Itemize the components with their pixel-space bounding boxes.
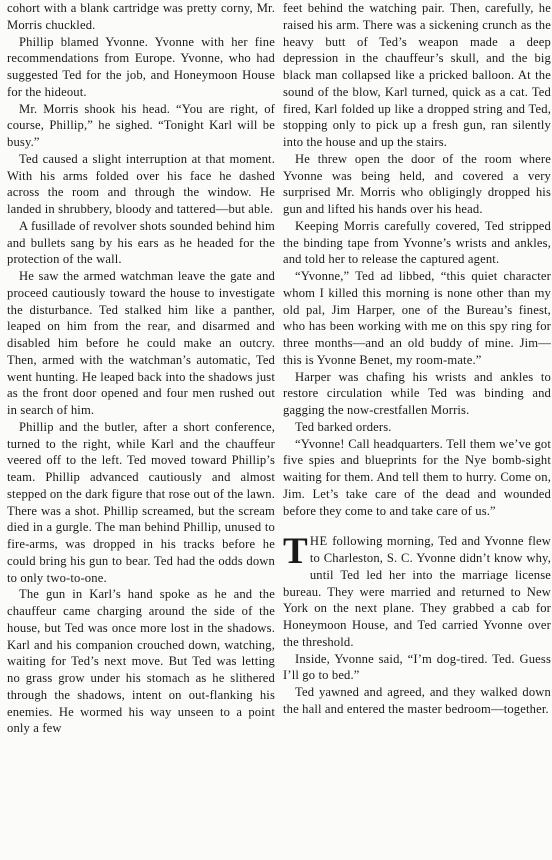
paragraph: The gun in Karl’s hand spoke as he and the chauffeur came charging around the side of the house, but Ted was once more lost in the shadows. Karl and his companion crouched down, watching, waiting for Ted’s next move. But Ted was letting no grass grow under his stomach as he slithered through the shadows, intent on out-flanking his enemies. He wormed his way unseen to a point only a few [7, 587, 275, 736]
section-break [283, 519, 551, 533]
opening-caps: HE [309, 534, 328, 549]
paragraph: He saw the armed watchman leave the gate and proceed cautiously toward the house to investigate the disturbance. Ted stalked him like a panther, leaped on him from the rear, and disarmed and disabled him before he could make an outcry. Then, armed with the watchman’s automatic, Ted went hunting. He leaped back into the shadows just as the front door opened and four men rushed out in search of him. [7, 269, 275, 417]
paragraph: Ted yawned and agreed, and they walked down the hall and entered the master bedroom—together. [283, 685, 551, 716]
opening-text: following morning, Ted and Yvonne flew to Charleston, S. C. Yvonne didn’t know why, until Ted led her into the marriage license bureau. They were married and returned to New York on the next plane. They grabbed a cab for Honeymoon House, and Ted carried Yvonne over the threshold. [283, 534, 551, 649]
paragraph: feet behind the watching pair. Then, carefully, he raised his arm. There was a sickening crunch as the heavy butt of Ted’s weapon made a deep depression in the chauffeur’s skull, and the big black man collapsed like a pricked balloon. At the sound of the blow, Karl turned, quick as a cat. Ted fired, Karl folded up like a dropped string and Ted, stopping only to pick up a fresh gun, ran silently into the house and up the stairs. [283, 1, 551, 149]
final-section-opening [283, 533, 551, 650]
paragraph: He threw open the door of the room where Yvonne was being held, and covered a very surprised Mr. Morris who obligingly dropped his gun and lifted his hands over his head. [283, 151, 551, 216]
paragraph: Mr. Morris shook his head. “You are right, of course, Phillip,” he sighed. “Tonight Karl will be busy.” [7, 101, 275, 149]
paragraph: Harper was chafing his wrists and ankles to restore circulation while Ted was binding and gagging the now-crestfallen Morris. [283, 369, 551, 417]
paragraph: Ted caused a slight interruption at that moment. With his arms folded over his face he dashed across the room and through the window. He landed in shrubbery, bloody and tattered—but able. [7, 151, 275, 216]
paragraph: Phillip and the butler, after a short conference, turned to the right, while Karl and the chauffeur veered off to the left. Ted moved toward Phillip’s team. Phillip advanced cautiously and almost stepped on the dark figure that rose out of the lawn. There was a shot. Phillip screamed, but the scream died in a gurgle. The man behind Phillip, unused to fire-arms, was dropped in his tracks before he could bring his gun to bear. Ted had the odds down to only two-to-one. [7, 419, 275, 585]
paragraph: Ted barked orders. [295, 419, 392, 434]
paragraph: Inside, Yvonne said, “I’m dog-tired. Ted. Guess I’ll go to bed.” [283, 651, 551, 683]
paragraph: Phillip blamed Yvonne. Yvonne with her fine recommendations from Europe. Yvonne, who had suggested Ted for the job, and Honeymoon House for the hideout. [7, 34, 275, 99]
drop-cap: T [283, 531, 308, 573]
paragraph: “Yvonne! Call headquarters. Tell them we’ve got five spies and blueprints for the Nye bomb-sight waiting for them. And tell them to hurry. Come on, Jim. Let’s take care of the dead and wounded before they come to and take care of us.” [283, 436, 551, 518]
paragraph: Keeping Morris carefully covered, Ted stripped the binding tape from Yvonne’s wrists and ankles, and told her to release the captured agent. [283, 218, 551, 267]
paragraph: A fusillade of revolver shots sounded behind him and bullets sang by his ears as he headed for the protection of the wall. [7, 218, 275, 267]
paragraph: “Yvonne,” Ted ad libbed, “this quiet character whom I killed this morning is none other than my old pal, Jim Harper, one of the Bureau’s finest, who has been working with me on this spy ring for three months—and an old buddy of mine. Jim—this is Yvonne Benet, my room-mate.” [283, 269, 551, 367]
right-column [283, 0, 551, 718]
paragraph: cohort with a blank cartridge was pretty corny, Mr. Morris chuckled. [7, 1, 275, 32]
left-column [7, 0, 275, 737]
